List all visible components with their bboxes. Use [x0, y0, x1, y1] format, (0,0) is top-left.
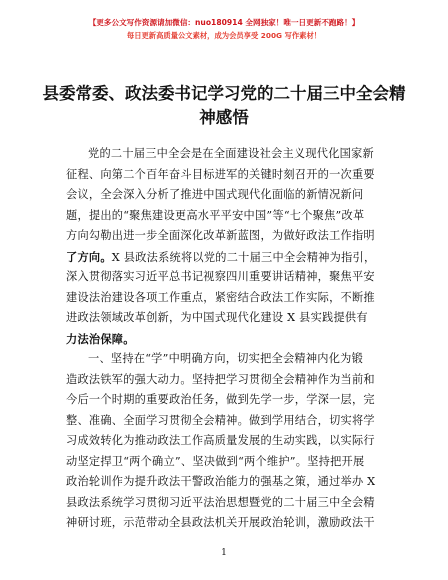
paragraph-line: 进政法领域改革创新，为中国式现代化建设 X 县实践提供有 [66, 311, 368, 324]
paragraph-line: 今后一个时期的重要政治任务，做到先学一步，学深一层，完 [66, 393, 375, 406]
paragraph-1 [66, 144, 396, 349]
paragraph-line: 一、坚持在“学”中明确方向，切实把全会精神内化为锻 [88, 352, 364, 365]
document-title: 县委常委、政法委书记学习党的二十届三中全会精神感悟 [42, 84, 406, 127]
paragraph-line: 党的二十届三中全会是在全面建设社会主义现代化国家新 [88, 147, 374, 160]
paragraph-line: 方向勾勒出进一步全面深化改革新蓝图，为做好政法工作指明 [66, 229, 375, 242]
paragraph-line: 题，提出的“聚焦建设更高水平平安中国”等“七个聚焦”改革 [66, 208, 365, 222]
paragraph-line: 深入贯彻落实习近平总书记视察四川重要讲话精神，聚焦平安 [66, 270, 375, 283]
page-number: 1 [221, 548, 227, 558]
paragraph-line: 造政法铁军的强大动力。坚持把学习贯彻全会精神作为当前和 [66, 372, 375, 386]
paragraph-line: 会议，全会深入分析了推进中国式现代化面临的新情况新问 [66, 188, 364, 201]
document-body [66, 144, 396, 534]
paragraph-line: 建设法治建设各项工作重点，紧密结合政法工作实际，不断推 [66, 290, 375, 304]
paragraph-line: 政治轮训作为提升政法干警政治能力的强基之策，通过举办 X [66, 475, 376, 488]
paragraph-line: 了方向。X 县政法系统将以党的二十届三中全会精神为指引， [66, 249, 376, 264]
promo-banner-line-1: 【更多公文写作资源请加微信：nuo180914 全网独家！唯一日更新不跑路！】 [88, 18, 360, 27]
paragraph-line: 县政法系统学习贯彻习近平法治思想暨党的二十届三中全会精 [66, 495, 375, 509]
paragraph-2 [66, 349, 396, 534]
paragraph-line: 神研讨班，示范带动全县政法机关开展政治轮训，激励政法干 [66, 516, 375, 529]
paragraph-line: 动坚定捍卫“两个确立”、坚决做到“两个维护”。坚持把开展 [66, 454, 365, 468]
paragraph-line: 习成效转化为推动政法工作高质量发展的生动实践，以实际行 [66, 434, 375, 447]
promo-banner-line-2: 每日更新高质量公文素材，成为会员享受 200G 写作素材！ [126, 31, 322, 40]
paragraph-line: 力法治保障。 [66, 331, 135, 346]
paragraph-line: 征程、向第二个百年奋斗目标进军的关键时刻召开的一次重要 [66, 167, 375, 181]
paragraph-line: 整、准确、全面学习贯彻全会精神。做到学用结合，切实将学 [66, 413, 375, 427]
